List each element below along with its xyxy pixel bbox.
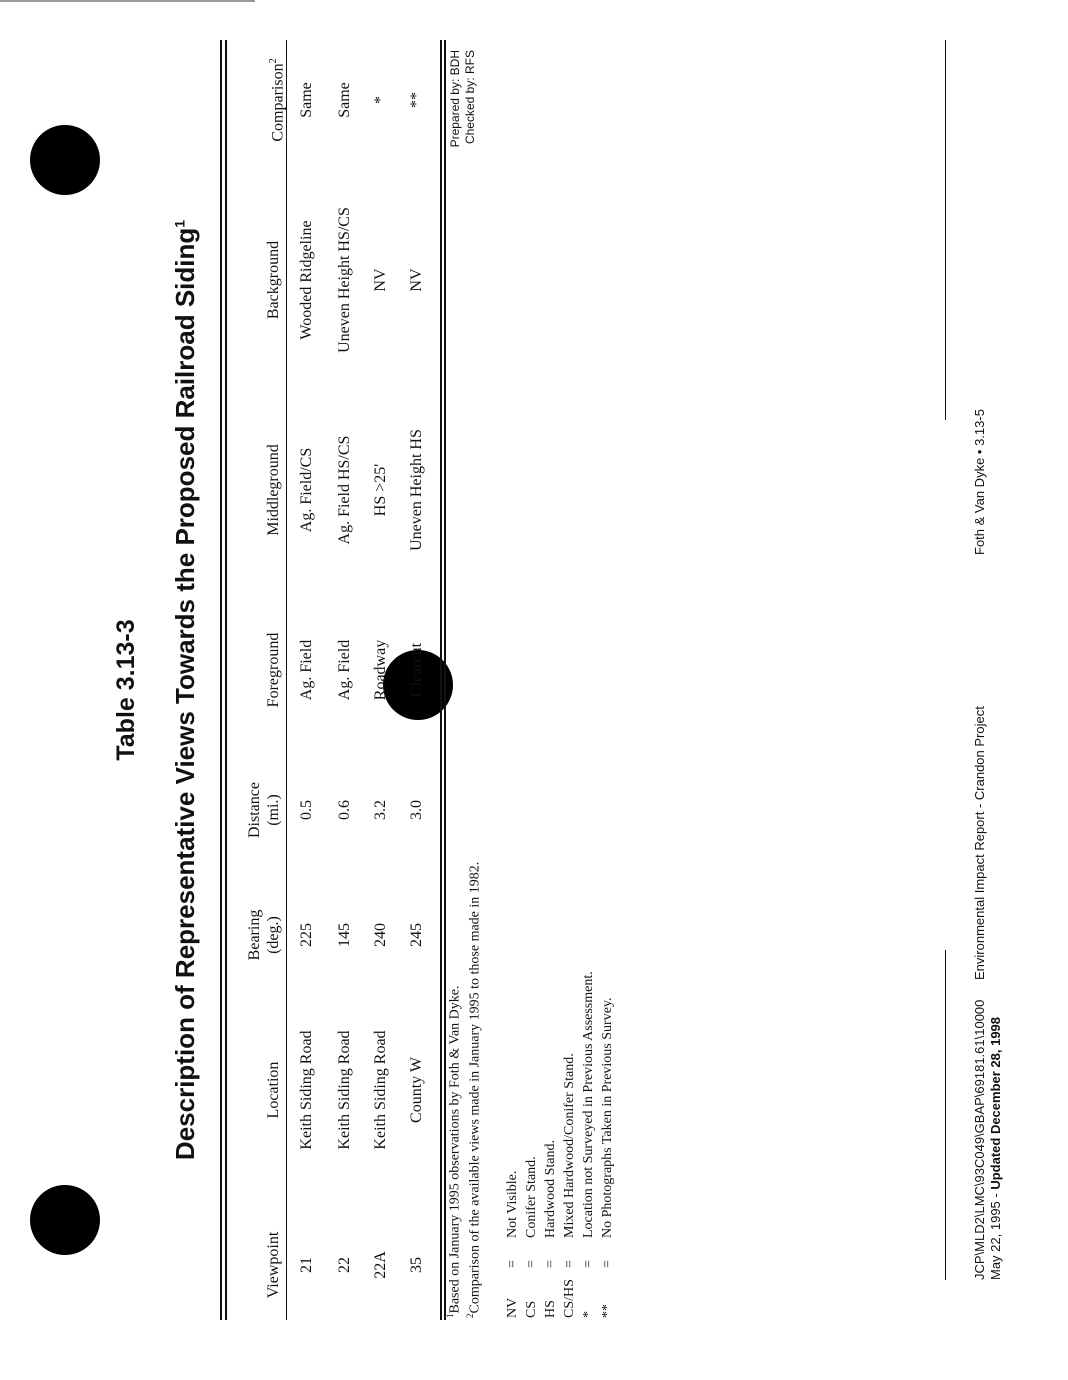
table-title [170,0,201,1380]
cell-comparison: Same [298,82,315,118]
legend-abbr: CS/HS [562,1279,577,1318]
header-comparison [264,0,287,200]
legend-abbr: ** [600,1304,615,1318]
table-bottom-rule [440,40,442,1320]
footer-path: JCP\MLD2\LMC\93C049\GBAP\69181.61\10000 [972,999,987,1280]
legend-definition: No Photographs Taken in Previous Survey. [600,997,615,1238]
header-background: Background [265,240,282,320]
legend-definition: Not Visible. [505,1170,520,1238]
cell-location: County W [408,1057,425,1123]
cell-location: Keith Siding Road [298,1030,315,1150]
legend-equals: = [600,1260,615,1268]
cell-distance: 3.2 [372,800,389,820]
cell-background: Wooded Ridgeline [298,220,315,340]
footer-date [988,1017,1003,1280]
cell-location: Keith Siding Road [372,1030,389,1150]
legend-abbr: * [581,1311,596,1318]
header-viewpoint: Viewpoint [265,1231,282,1299]
cell-bearing: 240 [372,923,389,947]
header-bearing [245,885,283,985]
cell-foreground: Ag. Field [298,639,315,701]
footnote-2-mark: 2 [465,1313,475,1318]
cell-foreground: Roadway [372,639,389,701]
header-comparison-text: Comparison [269,63,287,142]
header-distance-line1: Distance [246,782,263,838]
cell-middleground: Ag. Field HS/CS [336,435,353,545]
cell-viewpoint: 22 [336,1257,353,1273]
footnote-2-text: Comparison of the available views made in January 1995 to those made in 1982. [467,861,483,1314]
header-distance [245,760,283,860]
legend-definition: Location not Surveyed in Previous Assessment. [581,971,596,1238]
header-location: Location [265,1061,282,1119]
cell-bearing: 245 [408,923,425,947]
cell-middleground: HS >25' [372,463,389,517]
cell-background: NV [372,268,389,292]
footer-page-ref: Foth & Van Dyke • 3.13-5 [972,409,987,555]
footer-date-prefix: May 22, 1995 - [988,1189,1003,1280]
cell-distance: 3.0 [408,800,425,820]
checked-by: Checked by: RFS [463,50,477,145]
header-comparison-mark: 2 [268,58,279,64]
cell-location: Keith Siding Road [336,1030,353,1150]
cell-viewpoint: 22A [372,1251,389,1279]
legend-definition: Conifer Stand. [524,1156,539,1238]
legend-equals: = [581,1260,596,1268]
legend-equals: = [562,1260,577,1268]
table-top-rule [220,40,222,1320]
legend-abbr: CS [524,1300,539,1318]
table-title-text: Description of Representative Views Towards the Proposed Railroad Siding [170,227,200,1161]
table-number: Table 3.13-3 [112,619,140,761]
legend-equals: = [524,1260,539,1268]
footer-date-updated: Updated December 28, 1998 [988,1016,1003,1190]
footnote-1-text: Based on January 1995 observations by Foth & Van Dyke. [447,985,463,1314]
legend-equals: = [543,1260,558,1268]
footer-report: Environmental Impact Report - Crandon Project [972,706,987,980]
header-foreground: Foreground [265,632,282,708]
cell-viewpoint: 35 [408,1257,425,1273]
header-middleground: Middleground [265,444,282,536]
cell-distance: 0.5 [298,800,315,820]
cell-foreground: Ag. Field [336,639,353,701]
cell-comparison: * [372,96,389,104]
legend-abbr: HS [543,1300,558,1318]
legend-abbr: NV [505,1297,520,1318]
cell-viewpoint: 21 [298,1257,315,1273]
cell-bearing: 225 [298,923,315,947]
cell-comparison: ** [408,92,425,108]
cell-comparison: Same [336,82,353,118]
cell-middleground: Uneven Height HS [408,429,425,551]
header-distance-line2: (mi.) [265,794,282,826]
footnote-1-mark: 1 [445,1313,455,1318]
footnote-1 [445,986,464,1318]
cell-distance: 0.6 [336,800,353,820]
footnote-2 [465,862,484,1318]
cell-background: NV [408,268,425,292]
header-bearing-line2: (deg.) [265,916,282,954]
legend-definition: Hardwood Stand. [543,1140,558,1238]
prepared-by: Prepared by: BDH [448,50,462,148]
header-bearing-line1: Bearing [246,909,263,961]
legend-definition: Mixed Hardwood/Conifer Stand. [562,1053,577,1238]
cell-bearing: 145 [336,923,353,947]
cell-foreground: Clearcut [408,642,425,698]
header-rule [286,40,287,1320]
table-top-rule-double [225,40,227,1320]
cell-middleground: Ag. Field/CS [298,447,315,533]
legend-equals: = [505,1260,520,1268]
title-footnote-mark: 1 [171,219,188,228]
footer-rule-right [945,40,946,420]
footer-rule-left [945,950,946,1280]
cell-background: Uneven Height HS/CS [336,207,353,353]
